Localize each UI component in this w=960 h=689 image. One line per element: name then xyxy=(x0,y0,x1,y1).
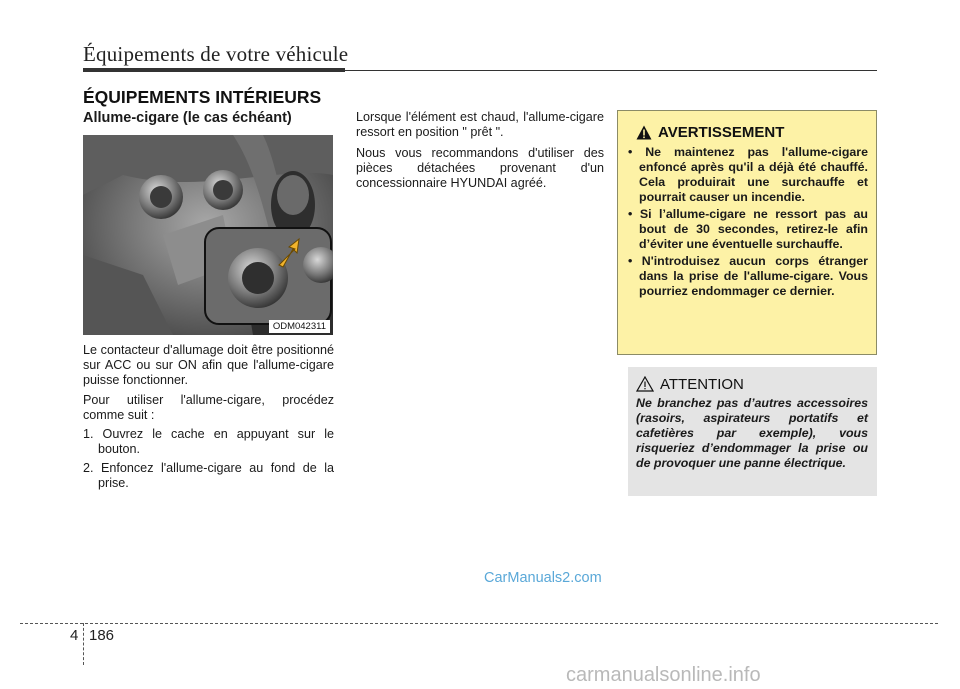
list-item: 1. Ouvrez le cache en appuyant sur le bouton. xyxy=(83,427,334,456)
header-rule-thick xyxy=(83,68,345,72)
page-number: 186 xyxy=(89,627,115,644)
paragraph-recommendation: Nous vous recommandons d'utiliser des pièces détachées provenant d'un concessionnaire HYUNDAI agréé. xyxy=(356,146,604,190)
paragraph-ignition: Le contacteur d'allumage doit être positionné sur ACC ou sur ON afin que l'allume-cigare puisse fonctionner. xyxy=(83,343,334,387)
warning-title xyxy=(636,124,784,141)
cigar-lighter-illustration xyxy=(83,135,333,335)
footer-site-watermark: carmanualsonline.info xyxy=(566,664,761,686)
caution-triangle-icon xyxy=(636,376,654,392)
warning-item: • Si l’allume-cigare ne ressort pas au bout de 30 secondes, retirez-le afin d’éviter une éventuelle surchauffe. xyxy=(628,207,868,251)
figure-caption: ODM042311 xyxy=(269,320,330,333)
console-photo-illustration xyxy=(83,135,333,335)
header-rule-thin xyxy=(345,70,877,71)
left-column xyxy=(83,110,334,491)
warning-list xyxy=(628,145,868,301)
warning-title-text: AVERTISSEMENT xyxy=(658,124,785,141)
attention-box xyxy=(628,367,877,496)
section-title: ÉQUIPEMENTS INTÉRIEURS xyxy=(83,87,322,107)
attention-body: Ne branchez pas d’autres accessoires (rasoirs, aspirateurs portatifs et cafetières par exemple), vous risqueriez d’endommager la prise ou de provoquer une panne électrique. xyxy=(636,396,868,470)
list-item: 2. Enfoncez l'allume-cigare au fond de la prise. xyxy=(83,461,334,490)
paragraph-procedure: Pour utiliser l'allume-cigare, procédez comme suit : xyxy=(83,393,334,422)
procedure-steps xyxy=(83,427,334,491)
warning-triangle-icon xyxy=(636,125,652,140)
footer-dashed-divider xyxy=(83,623,84,665)
footer-dashed-rule xyxy=(20,623,938,624)
attention-title xyxy=(636,376,744,393)
warning-box xyxy=(617,110,877,355)
warning-item: • N'introduisez aucun corps étranger dans la prise de l'allume-cigare. Vous pourriez endommager ce dernier. xyxy=(628,254,868,298)
paragraph-ready: Lorsque l'élément est chaud, l'allume-cigare ressort en position " prêt ". xyxy=(356,110,604,139)
warning-item: • Ne maintenez pas l'allume-cigare enfoncé après qu'il a déjà été chauffé. Cela produirait une surchauffe et pourrait causer un incendie. xyxy=(628,145,868,204)
watermark-link[interactable]: CarManuals2.com xyxy=(484,570,602,586)
chapter-number: 4 xyxy=(70,627,79,644)
running-header: Équipements de votre véhicule xyxy=(83,42,349,66)
middle-column xyxy=(356,110,604,197)
subsection-title: Allume-cigare (le cas échéant) xyxy=(83,110,292,126)
attention-title-text: ATTENTION xyxy=(660,376,744,393)
